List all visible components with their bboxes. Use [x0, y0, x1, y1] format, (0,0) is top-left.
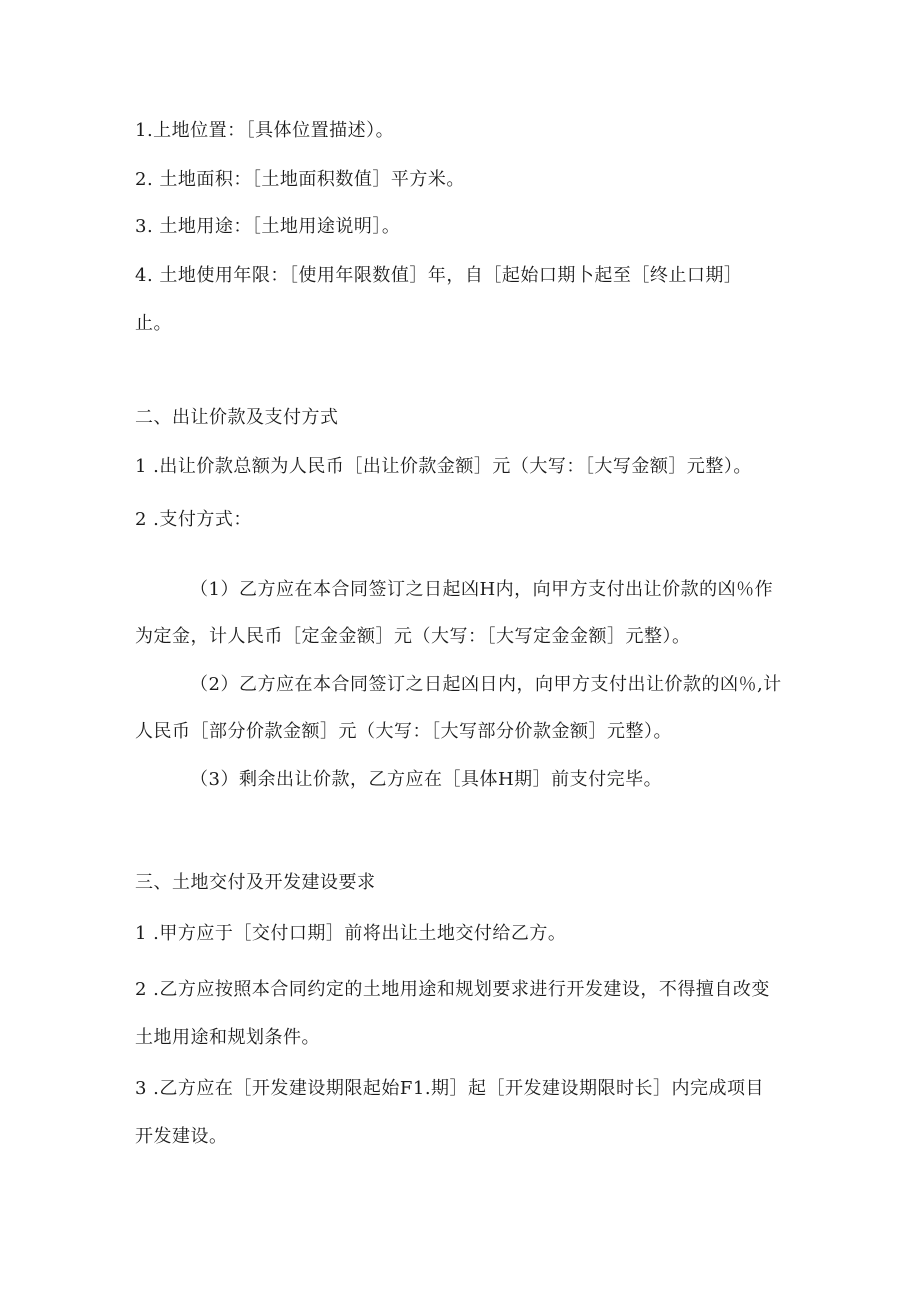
payment-subitem-2-continued: 人民币［部分价款金额］元（大写：［大写部分价款金额］元整）。	[135, 721, 672, 742]
delivery-item-3: 3 .乙方应在［开发建设期限起始F1.期］起［开发建设期限时长］内完成项目	[135, 1078, 765, 1099]
payment-subitem-3: （3）剩余出让价款，乙方应在［具体H期］前支付完毕。	[190, 769, 663, 790]
land-term-item: 4. 土地使用年限：［使用年限数值］年，自［起始口期卜起至［终止口期］	[135, 265, 743, 286]
payment-subitem-1: （1）乙方应在本合同签订之日起凶H内，向甲方支付出让价款的凶％作	[190, 579, 774, 600]
section-heading-payment: 二、出让价款及支付方式	[135, 407, 339, 428]
delivery-item-1: 1 .甲方应于［交付口期］前将出让土地交付给乙方。	[135, 923, 567, 944]
payment-total-item: 1 .出让价款总额为人民币［出让价款金额］元（大写：［大写金额］元整）。	[135, 456, 752, 477]
land-term-item-continued: 止。	[135, 313, 172, 334]
payment-subitem-2: （2）乙方应在本合同签订之日起凶日内，向甲方支付出让价款的凶％,计	[190, 674, 782, 695]
land-use-item: 3. 土地用途：［土地用途说明］。	[135, 216, 401, 237]
delivery-item-2: 2 .乙方应按照本合同约定的土地用途和规划要求进行开发建设，不得擅自改变	[135, 979, 770, 1000]
delivery-item-3-continued: 开发建设。	[135, 1126, 228, 1147]
section-heading-delivery: 三、土地交付及开发建设要求	[135, 872, 376, 893]
payment-subitem-1-continued: 为定金，计人民币［定金金额］元（大写：［大写定金金额］元整）。	[135, 626, 691, 647]
land-location-item: 1.上地位置：［具体位置描述）。	[135, 120, 395, 141]
delivery-item-2-continued: 土地用途和规划条件。	[135, 1027, 320, 1048]
land-area-item: 2. 土地面积：［土地面积数值］平方米。	[135, 169, 465, 190]
payment-method-item: 2 .支付方式：	[135, 509, 252, 530]
